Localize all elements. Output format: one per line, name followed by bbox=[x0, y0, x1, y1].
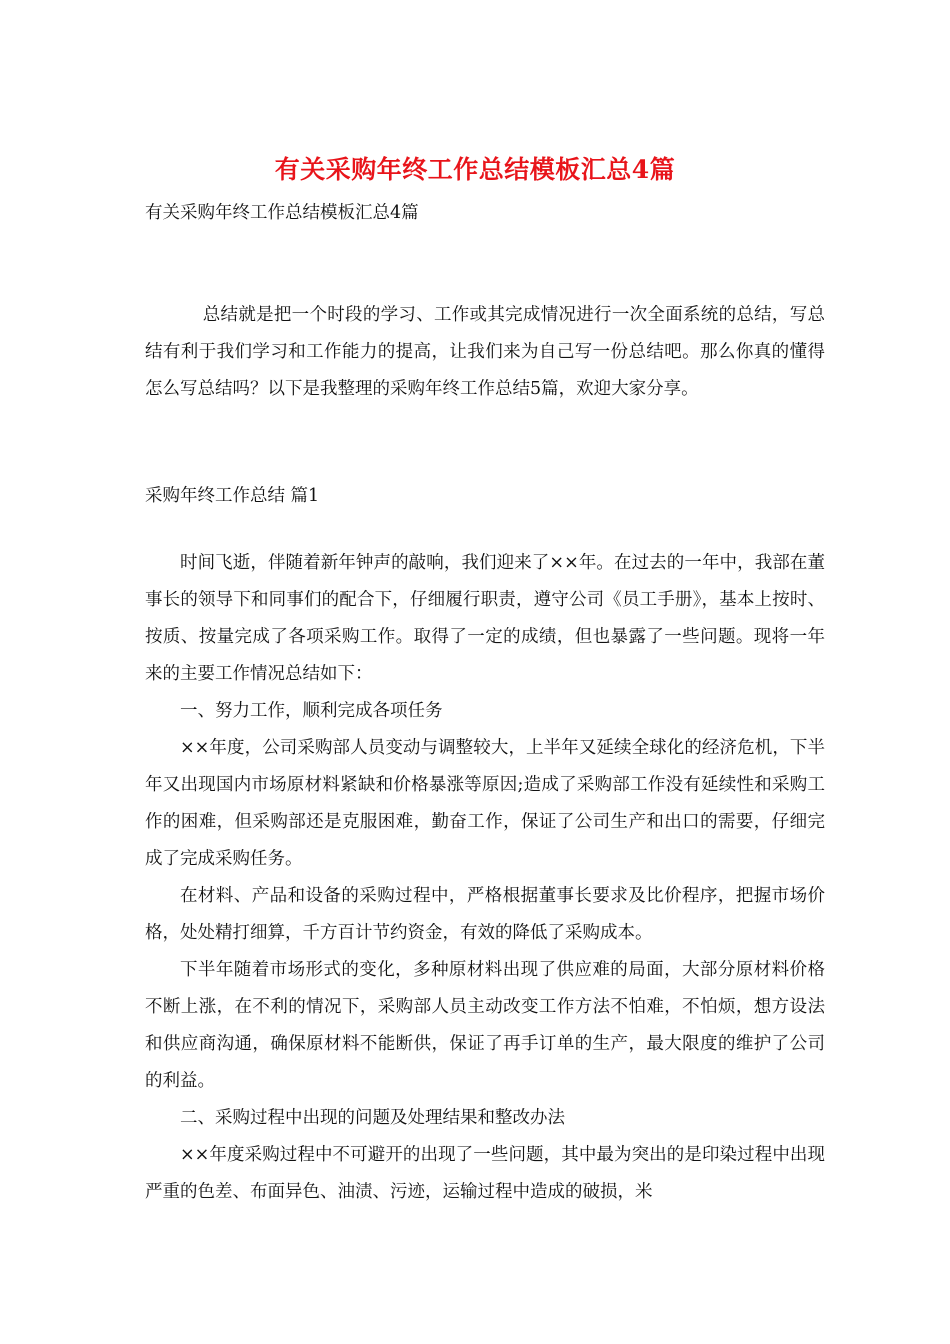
intro-block bbox=[145, 297, 825, 408]
intro-paragraph: 总结就是把一个时段的学习、工作或其完成情况进行一次全面系统的总结，写总结有利于我们学习和工作能力的提高，让我们来为自己写一份总结吧。那么你真的懂得怎么写总结吗？以下是我整理的采购年终工作总结5篇，欢迎大家分享。 bbox=[145, 305, 825, 399]
heading-part-one: 一、努力工作，顺利完成各项任务 bbox=[180, 701, 443, 721]
paragraph-cost-control: 在材料、产品和设备的采购过程中，严格根据董事长要求及比价程序，把握市场价格，处处精打细算，千方百计节约资金，有效的降低了采购成本。 bbox=[145, 886, 825, 943]
document-subtitle: 有关采购年终工作总结模板汇总4篇 bbox=[145, 203, 419, 223]
document-title: 有关采购年终工作总结模板汇总4篇 bbox=[274, 155, 676, 184]
paragraph-annual-work: ××年度，公司采购部人员变动与调整较大，上半年又延续全球化的经济危机，下半年又出现国内市场原材料紧缺和价格暴涨等原因;造成了采购部工作没有延续性和采购工作的困难，但采购部还是克服困难，勤奋工作，保证了公司生产和出口的需要，仔细完成了完成采购任务。 bbox=[145, 738, 825, 869]
paragraph-opening: 时间飞逝，伴随着新年钟声的敲响，我们迎来了××年。在过去的一年中，我部在董事长的领导下和同事们的配合下，仔细履行职责，遵守公司《员工手册》，基本上按时、按质、按量完成了各项采购工作。取得了一定的成绩，但也暴露了一些问题。现将一年来的主要工作情况总结如下： bbox=[145, 553, 825, 684]
main-body bbox=[145, 545, 825, 1211]
heading-part-two: 二、采购过程中出现的问题及处理结果和整改办法 bbox=[180, 1108, 565, 1128]
paragraph-problems: ××年度采购过程中不可避开的出现了一些问题，其中最为突出的是印染过程中出现严重的色差、布面异色、油渍、污迹，运输过程中造成的破损，米 bbox=[145, 1145, 825, 1202]
paragraph-second-half: 下半年随着市场形式的变化，多种原材料出现了供应难的局面，大部分原材料价格不断上涨，在不利的情况下，采购部人员主动改变工作方法不怕难，不怕烦，想方设法和供应商沟通，确保原材料不能断供，保证了再手订单的生产，最大限度的维护了公司的利益。 bbox=[145, 960, 825, 1091]
section-heading: 采购年终工作总结 篇1 bbox=[145, 486, 320, 506]
